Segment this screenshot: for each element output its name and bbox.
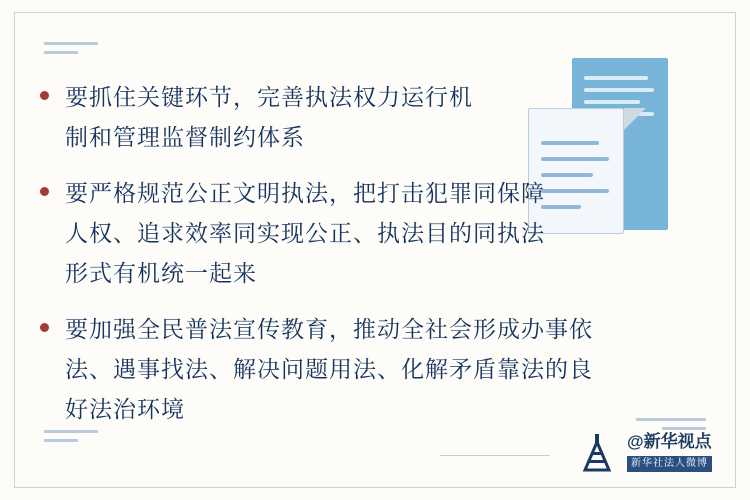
brand-signature [575,430,712,474]
brand-divider [440,455,550,456]
list-item-text: 要加强全民普法宣传教育，推动全社会形成办事依法、遇事找法、解决问题用法、化解矛盾靠法的良好法治环境 [65,317,593,422]
bullet-dot-icon [40,187,49,196]
dash-line [636,418,706,421]
bullet-dot-icon [40,323,49,332]
bullet-dot-icon [40,91,49,100]
brand-text-group [627,432,712,472]
bullet-list [40,78,600,446]
xinhua-logo-icon [575,430,619,474]
dash-line [44,51,78,54]
list-item-text: 要严格规范公正文明执法，把打击犯罪同保障人权、追求效率同实现公正、执法目的同执法形式有机统一起来 [65,181,545,286]
decorative-dashes-top-left [44,42,98,60]
list-item-text: 要抓住关键环节，完善执法权力运行机制和管理监督制约体系 [65,85,473,150]
brand-title: @新华视点 [627,431,712,451]
document-fold-corner [624,108,646,130]
list-item [40,78,600,158]
list-item [40,174,600,294]
list-item [40,310,600,430]
dash-line [44,42,98,45]
brand-subtitle: 新华社法人微博 [627,456,712,472]
